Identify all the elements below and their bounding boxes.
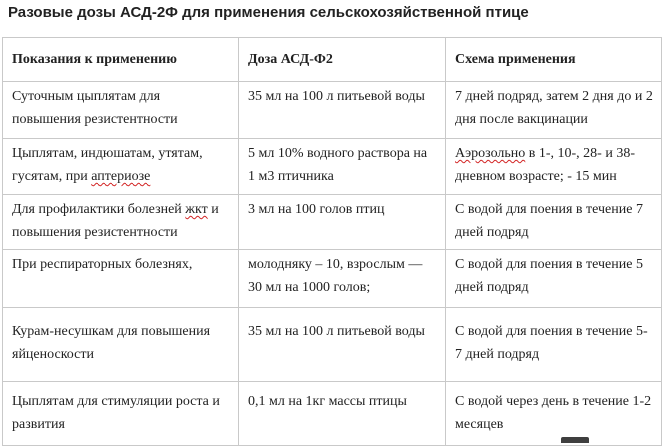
indication-cell: [3, 195, 239, 250]
header-dose: Доза АСД-Ф2: [239, 38, 446, 82]
page-title: Разовые дозы АСД-2Ф для применения сельскохозяйственной птице: [8, 4, 529, 21]
spellcheck-word: аптериозе: [91, 169, 151, 184]
scheme-cell: С водой через день в течение 1-2 месяцев: [446, 382, 662, 446]
scheme-cell: С водой для поения в течение 5 дней подряд: [446, 250, 662, 308]
scheme-cell: С водой для поения в течение 5-7 дней подряд: [446, 308, 662, 382]
scheme-text: в 1-, 10-, 28- и 38-дневном возрасте; - 15 мин: [455, 146, 636, 184]
scheme-cell: С водой для поения в течение 7 дней подряд: [446, 195, 662, 250]
indication-cell: При респираторных болезнях,: [3, 250, 239, 308]
table-row: [3, 382, 662, 446]
spellcheck-word: жкт: [185, 202, 208, 217]
dose-cell: 0,1 мл на 1кг массы птицы: [239, 382, 446, 446]
scheme-cell: 7 дней подряд, затем 2 дня до и 2 дня после вакцинации: [446, 82, 662, 139]
dose-cell: молодняку – 10, взрослым — 30 мл на 1000 голов;: [239, 250, 446, 308]
header-scheme: Схема применения: [446, 38, 662, 82]
indication-text: Цыплятам, индюшатам, утятам, гусятам, при: [12, 146, 203, 184]
table-row: [3, 308, 662, 382]
indication-cell: Цыплятам для стимуляции роста и развития: [3, 382, 239, 446]
table-row: [3, 139, 662, 195]
table-row: [3, 82, 662, 139]
dose-cell: 35 мл на 100 л питьевой воды: [239, 82, 446, 139]
scroll-tab[interactable]: [561, 437, 589, 443]
spellcheck-word: Аэрозольно: [455, 146, 526, 161]
table-header-row: [3, 38, 662, 82]
dose-cell: 35 мл на 100 л питьевой воды: [239, 308, 446, 382]
indication-cell: Суточным цыплятам для повышения резистентности: [3, 82, 239, 139]
table-row: [3, 250, 662, 308]
scheme-cell: [446, 139, 662, 195]
dose-cell: 3 мл на 100 голов птиц: [239, 195, 446, 250]
indication-cell: Курам-несушкам для повышения яйценоскости: [3, 308, 239, 382]
dose-cell: 5 мл 10% водного раствора на 1 м3 птичника: [239, 139, 446, 195]
dose-table: [2, 37, 662, 446]
header-indications: Показания к применению: [3, 38, 239, 82]
indication-cell: [3, 139, 239, 195]
indication-text: Для профилактики болезней: [12, 202, 186, 217]
indication-text: и повышения резистентности: [12, 202, 219, 240]
table-row: [3, 195, 662, 250]
